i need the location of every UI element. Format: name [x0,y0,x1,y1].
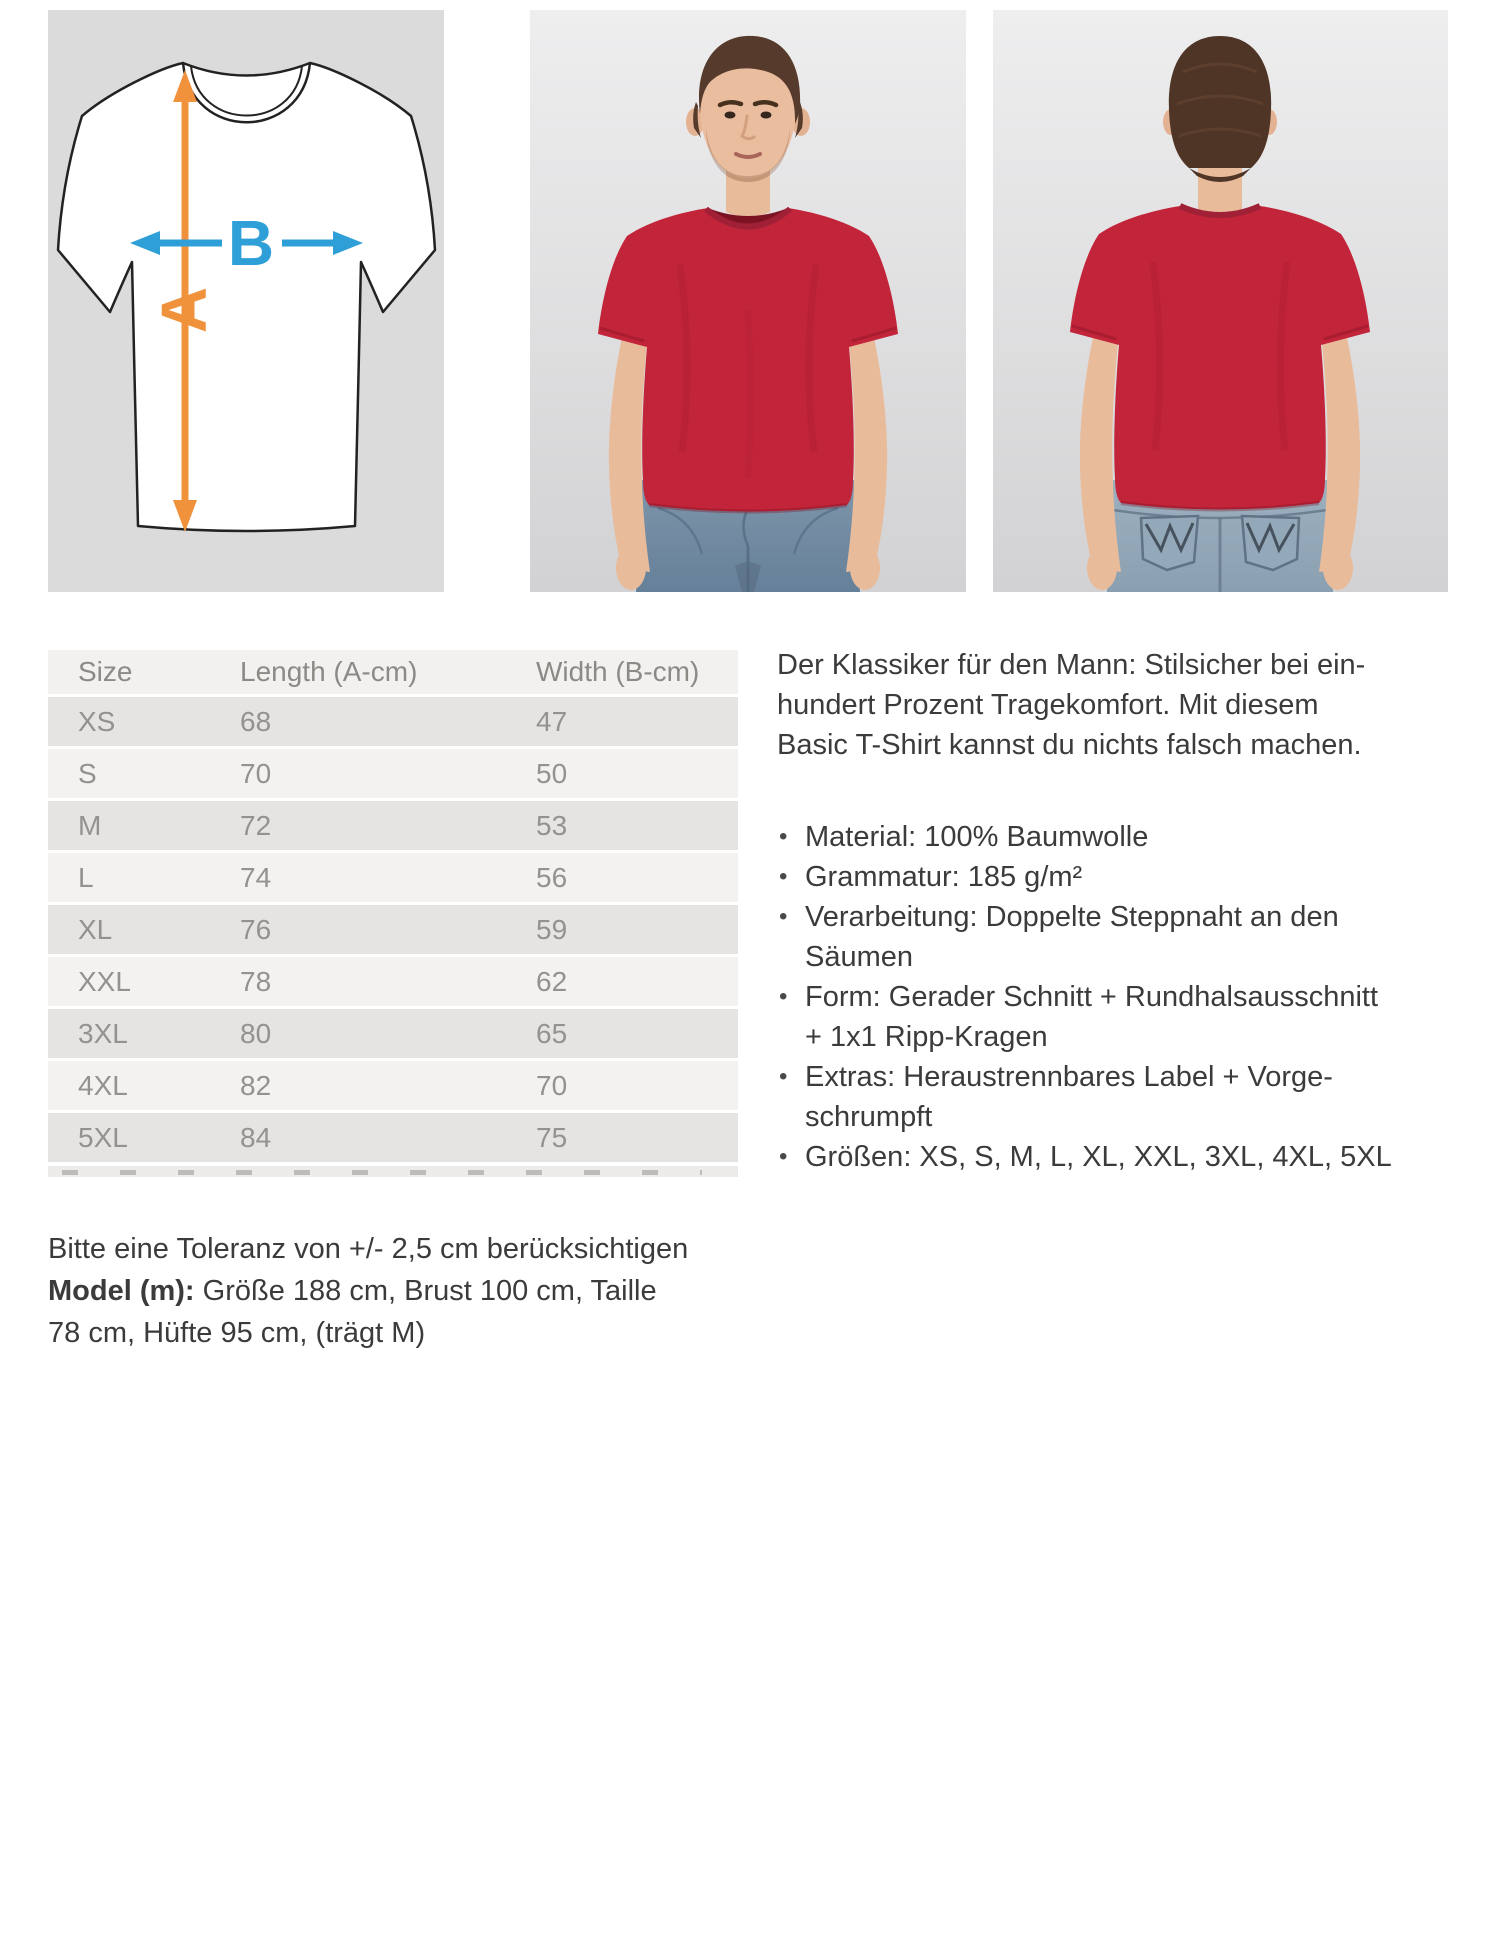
table-row [48,697,738,746]
size-table [48,650,738,1162]
width-cell: 59 [536,913,568,945]
detail-text: Form: Gerader Schnitt + Rundhalsausschnitt [805,981,1379,1013]
size-cell: S [78,757,97,789]
column-header-length: Length (A-cm) [240,656,418,687]
size-cell: M [78,809,102,841]
bullet-icon: • [779,1143,788,1170]
width-cell: 75 [536,1121,568,1153]
table-cutoff-row [48,1166,738,1177]
cutoff-text-sliver [62,1170,702,1175]
table-row [48,801,738,850]
bullet-icon: • [779,863,788,890]
size-diagram-image [48,10,444,592]
detail-item [777,857,1467,897]
detail-item [777,977,1467,1057]
description-line: hundert Prozent Tragekomfort. Mit diesem [777,689,1319,721]
detail-item [777,1057,1467,1137]
detail-text: Säumen [805,941,914,973]
size-cell: XXL [78,965,131,997]
detail-text: schrumpft [805,1101,933,1133]
length-cell: 82 [240,1069,272,1101]
label-a: A [148,286,220,334]
detail-text: Grammatur: 185 g/m² [805,861,1083,893]
tshirt-measure-diagram [48,10,444,592]
length-cell: 72 [240,809,272,841]
table-header-row [48,650,738,694]
column-header-width: Width (B-cm) [536,656,700,687]
description-line: Der Klassiker für den Mann: Stilsicher bei ein- [777,649,1366,681]
model-info [48,1270,708,1312]
model-back-photo [993,10,1448,592]
size-cell: 4XL [78,1069,128,1101]
size-cell: XS [78,705,116,737]
detail-text: Material: 100% Baumwolle [805,821,1149,853]
length-cell: 84 [240,1121,272,1153]
model-info-continued: 78 cm, Hüfte 95 cm, (trägt M) [48,1317,426,1349]
size-cell: XL [78,913,113,945]
detail-text: Verarbeitung: Doppelte Steppnaht an den [805,901,1339,933]
length-cell: 78 [240,965,272,997]
width-cell: 50 [536,757,568,789]
width-cell: 62 [536,965,568,997]
model-back-illustration [993,10,1448,592]
detail-item [777,817,1467,857]
tolerance-note [48,1228,708,1354]
model-front-illustration [530,10,966,592]
model-info-label: Model (m): [48,1275,195,1307]
detail-text: Extras: Heraustrennbares Label + Vorge- [805,1061,1333,1093]
product-description-column [777,645,1467,1177]
table-row [48,1113,738,1162]
model-front-photo [530,10,966,592]
width-cell: 53 [536,809,568,841]
length-cell: 68 [240,705,272,737]
label-b: B [227,207,275,279]
size-cell: 5XL [78,1121,128,1153]
model-info-text: Größe 188 cm, Brust 100 cm, Taille [202,1275,657,1307]
width-cell: 65 [536,1017,568,1049]
size-cell: L [78,861,94,893]
size-cell: 3XL [78,1017,128,1049]
table-row [48,1009,738,1058]
detail-text: + 1x1 Ripp-Kragen [805,1021,1048,1053]
bullet-icon: • [779,1063,788,1090]
table-row [48,1061,738,1110]
length-cell: 74 [240,861,272,893]
length-cell: 70 [240,757,272,789]
detail-item [777,897,1467,977]
width-cell: 56 [536,861,568,893]
width-cell: 47 [536,705,568,737]
table-row [48,957,738,1006]
width-cell: 70 [536,1069,568,1101]
bullet-icon: • [779,903,788,930]
table-row [48,853,738,902]
product-details-list [777,817,1467,1177]
detail-item [777,1137,1467,1177]
table-row [48,905,738,954]
length-cell: 76 [240,913,272,945]
length-cell: 80 [240,1017,272,1049]
product-description [777,645,1467,765]
column-header-size: Size [78,656,133,687]
tolerance-text: Bitte eine Toleranz von +/- 2,5 cm berücksichtigen [48,1233,689,1265]
description-line: Basic T-Shirt kannst du nichts falsch machen. [777,729,1362,761]
bullet-icon: • [779,983,788,1010]
table-row [48,749,738,798]
detail-text: Größen: XS, S, M, L, XL, XXL, 3XL, 4XL, 5XL [805,1141,1392,1173]
bullet-icon: • [779,823,788,850]
